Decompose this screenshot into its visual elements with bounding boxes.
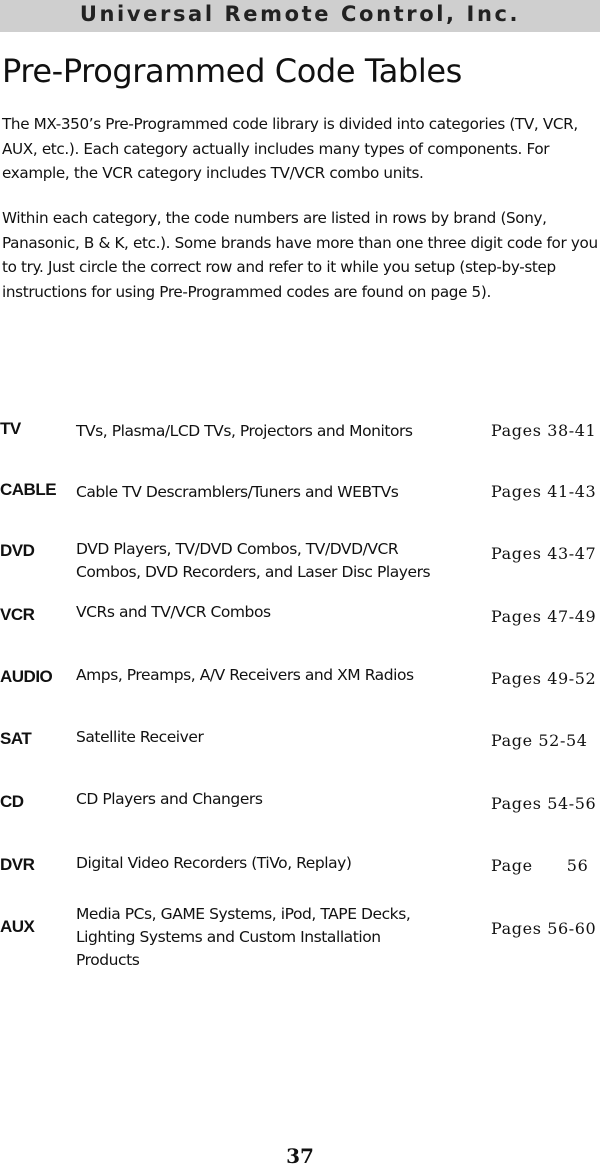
category-name: SAT (0, 729, 32, 748)
category-pages: Pages 38-41 (491, 421, 597, 440)
category-name: AUDIO (0, 667, 53, 686)
category-pages: Page 52-54 (491, 731, 588, 750)
category-pages: Pages 47-49 (491, 607, 597, 626)
category-name: CD (0, 792, 24, 811)
category-description: Cable TV Descramblers/Tuners and WEBTVs (76, 483, 399, 501)
category-pages: Pages 41-43 (491, 482, 597, 501)
category-pages: Page 56 (491, 856, 589, 875)
company-name: Universal Remote Control, Inc. (79, 2, 521, 26)
category-pages: Pages 49-52 (491, 669, 597, 688)
category-name: AUX (0, 917, 35, 936)
category-name: CABLE (0, 480, 57, 499)
category-name: DVR (0, 855, 35, 874)
category-pages: Pages 54-56 (491, 794, 597, 813)
category-name: TV (0, 419, 21, 438)
category-description: DVD Players, TV/DVD Combos, TV/DVD/VCR Combos, DVD Recorders, and Laser Disc Players (76, 540, 431, 581)
category-pages: Pages 43-47 (491, 544, 597, 563)
instructions-paragraph: Within each category, the code numbers are listed in rows by brand (Sony, Panasonic, B & K, etc.). Some brands have more than one three digit code for you to try. Just circle the correct row and refer to it while you setup (step-by-step instructions for using Pre-Programmed codes are found on page 5). (2, 209, 598, 301)
category-description: Satellite Receiver (76, 728, 204, 746)
category-name: VCR (0, 605, 35, 624)
category-description: Digital Video Recorders (TiVo, Replay) (76, 854, 352, 872)
page-number: 37 (286, 1144, 314, 1168)
category-description: TVs, Plasma/LCD TVs, Projectors and Monitors (76, 422, 413, 440)
page-title: Pre-Programmed Code Tables (2, 52, 462, 90)
category-pages: Pages 56-60 (491, 919, 597, 938)
intro-paragraph: The MX-350’s Pre-Programmed code library is divided into categories (TV, VCR, AUX, etc.). Each category actually includes many types of components. For example, the VCR category includes TV/VCR combo units. (2, 115, 578, 182)
category-name: DVD (0, 541, 35, 560)
category-description: Amps, Preamps, A/V Receivers and XM Radios (76, 666, 414, 684)
category-description: VCRs and TV/VCR Combos (76, 603, 271, 621)
category-description: CD Players and Changers (76, 790, 263, 808)
category-description: Media PCs, GAME Systems, iPod, TAPE Decks, Lighting Systems and Custom Installation Products (76, 905, 411, 969)
header-bar (0, 0, 600, 32)
